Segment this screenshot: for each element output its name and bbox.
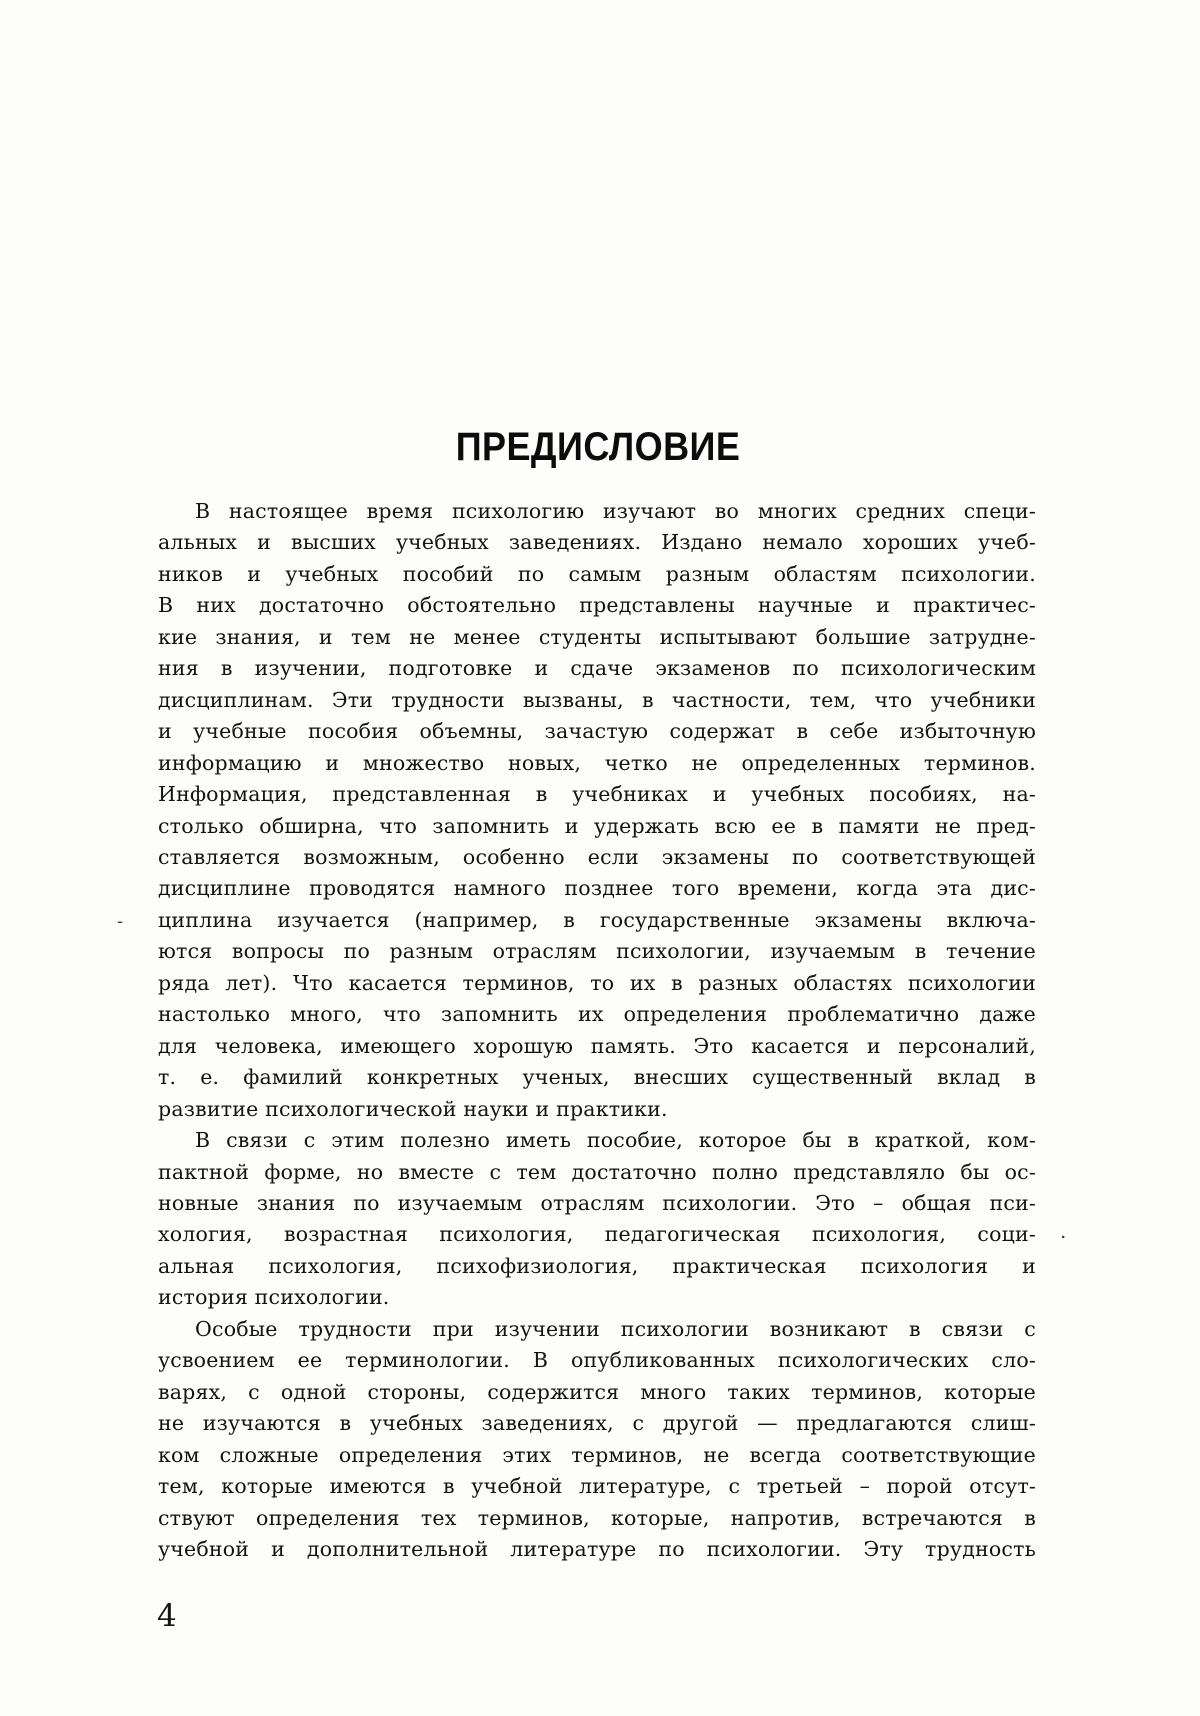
- text-line: дисциплине проводятся намного позднее того времени, когда эта дис-: [158, 876, 1036, 901]
- text-line: ставляется возможным, особенно если экзамены по соответствующей: [158, 844, 1036, 869]
- page-body: [158, 496, 1036, 1565]
- text-line: настолько много, что запомнить их определения проблематично даже: [158, 1002, 1036, 1027]
- text-line: тем, которые имеются в учебной литературе, с третьей – порой отсут-: [158, 1474, 1036, 1499]
- text-line: учебной и дополнительной литературе по психологии. Эту трудность: [158, 1536, 1036, 1561]
- text-line: для человека, имеющего хорошую память. Это касается и персоналий,: [158, 1033, 1036, 1058]
- text-line: новные знания по изучаемым отраслям психологии. Это – общая пси-: [158, 1190, 1036, 1215]
- text-line: дисциплинам. Эти трудности вызваны, в частности, тем, что учебники: [158, 687, 1036, 712]
- text-line: кие знания, и тем не менее студенты испытывают большие затрудне-: [158, 624, 1036, 649]
- text-line: ния в изучении, подготовке и сдаче экзаменов по психологическим: [158, 656, 1036, 681]
- text-line: циплина изучается (например, в государственные экзамены включа-: [158, 907, 1036, 932]
- paragraph-3: [158, 1314, 1036, 1566]
- text-line: В связи с этим полезно иметь пособие, которое бы в краткой, ком-: [195, 1128, 1036, 1153]
- text-line: альных и высших учебных заведениях. Издано немало хороших учеб-: [158, 530, 1036, 555]
- text-line: т. е. фамилий конкретных ученых, внесших существенный вклад в: [158, 1065, 1036, 1090]
- text-line: и учебные пособия объемны, зачастую содержат в себе избыточную: [158, 719, 1036, 744]
- text-line: Особые трудности при изучении психологии возникают в связи с: [195, 1316, 1036, 1341]
- paragraph-1: [158, 496, 1036, 1125]
- text-line: ников и учебных пособий по самым разным областям психологии.: [158, 561, 1036, 586]
- text-line: В настоящее время психологию изучают во многих средних специ-: [195, 499, 1036, 523]
- text-line: Информация, представленная в учебниках и учебных пособиях, на-: [158, 782, 1036, 807]
- text-line: альная психология, психофизиология, практическая психология и: [158, 1253, 1036, 1278]
- text-line: столько обширна, что запомнить и удержать всю ее в памяти не пред-: [158, 813, 1036, 838]
- text-line: развитие психологической науки и практики.: [158, 1096, 668, 1121]
- page-title: ПРЕДИСЛОВИЕ: [455, 424, 741, 469]
- text-line: усвоением ее терминологии. В опубликованных психологических сло-: [158, 1348, 1036, 1373]
- text-line: информацию и множество новых, четко не определенных терминов.: [158, 750, 1036, 775]
- right-margin-dot-mark: .: [1060, 1219, 1067, 1243]
- left-margin-dash-mark: -: [117, 911, 124, 932]
- text-line: ются вопросы по разным отраслям психологии, изучаемым в течение: [158, 939, 1036, 964]
- text-line: история психологии.: [158, 1285, 390, 1310]
- page-number: 4: [157, 1598, 177, 1634]
- text-line: ряда лет). Что касается терминов, то их в разных областях психологии: [158, 970, 1036, 995]
- text-line: не изучаются в учебных заведениях, с другой — предлагаются слиш-: [158, 1411, 1036, 1436]
- text-line: пактной форме, но вместе с тем достаточно полно представляло бы ос-: [158, 1159, 1036, 1184]
- text-line: варях, с одной стороны, содержится много таких терминов, которые: [158, 1379, 1036, 1404]
- text-line: В них достаточно обстоятельно представлены научные и практичес-: [158, 593, 1036, 618]
- text-line: ком сложные определения этих терминов, не всегда соответствующие: [158, 1442, 1036, 1467]
- paragraph-2: [158, 1125, 1036, 1314]
- text-line: ствуют определения тех терминов, которые, напротив, встречаются в: [158, 1505, 1036, 1530]
- text-line: хология, возрастная психология, педагогическая психология, соци-: [158, 1222, 1036, 1247]
